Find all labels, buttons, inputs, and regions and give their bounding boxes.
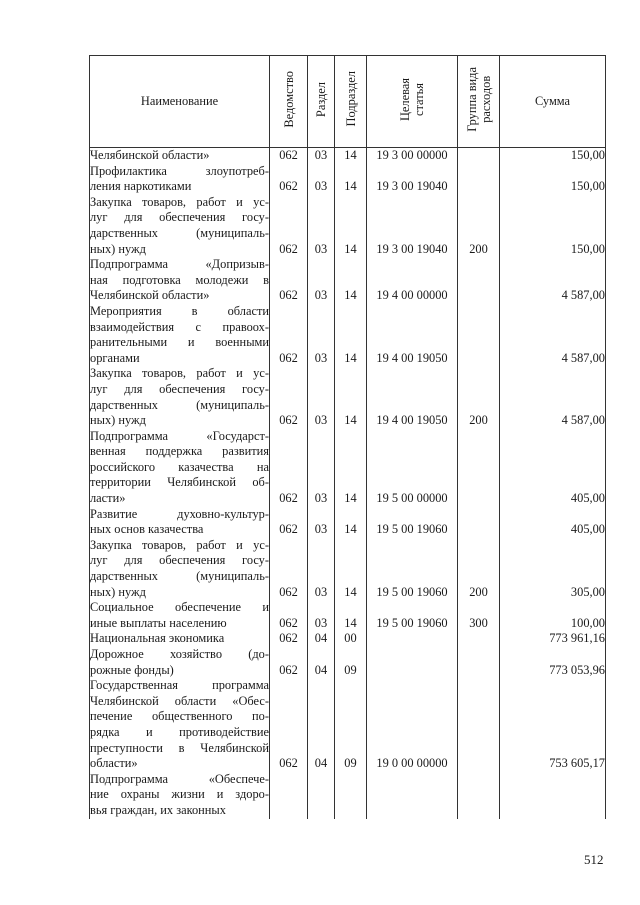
table-row: [90, 366, 606, 428]
cell-celevaya: 19 4 00 19050: [367, 366, 458, 428]
cell-name: [90, 538, 270, 600]
cell-podrazdel: 14: [335, 304, 367, 366]
cell-summa: 405,00: [500, 507, 606, 538]
name-line: российского казачества на: [90, 459, 269, 474]
cell-celevaya: 19 4 00 19050: [367, 304, 458, 366]
header-podrazdel: Подраздел: [335, 56, 367, 148]
cell-podrazdel: 14: [335, 257, 367, 304]
name-line: ных) нужд: [90, 584, 146, 599]
cell-razdel: 03: [308, 148, 335, 164]
table-row: [90, 678, 606, 772]
cell-podrazdel: 09: [335, 647, 367, 678]
cell-gruppa: [458, 678, 500, 772]
cell-summa: 753 605,17: [500, 678, 606, 772]
name-line: Челябинской области «Обес-: [90, 693, 269, 708]
cell-summa: 100,00: [500, 600, 606, 631]
cell-razdel: 04: [308, 631, 335, 647]
header-name: Наименование: [90, 56, 270, 148]
cell-gruppa: [458, 772, 500, 819]
cell-summa: 4 587,00: [500, 366, 606, 428]
cell-razdel: 04: [308, 647, 335, 678]
name-line: ная подготовка молодежи в: [90, 272, 269, 287]
name-line: взаимодействия с правоох-: [90, 319, 269, 334]
table-row: [90, 507, 606, 538]
cell-name: [90, 507, 270, 538]
cell-celevaya: 19 5 00 19060: [367, 538, 458, 600]
name-line: Профилактика злоупотреб-: [90, 163, 269, 178]
cell-razdel: 03: [308, 164, 335, 195]
cell-vedomstvo: 062: [270, 148, 308, 164]
cell-razdel: 03: [308, 195, 335, 257]
cell-vedomstvo: 062: [270, 257, 308, 304]
cell-gruppa: [458, 304, 500, 366]
cell-vedomstvo: 062: [270, 366, 308, 428]
table-row: [90, 164, 606, 195]
cell-vedomstvo: 062: [270, 600, 308, 631]
name-line: Развитие духовно-культур-: [90, 506, 269, 521]
budget-table: [89, 55, 606, 819]
cell-vedomstvo: 062: [270, 164, 308, 195]
name-line: Подпрограмма «Допризыв-: [90, 257, 269, 272]
cell-vedomstvo: 062: [270, 631, 308, 647]
name-line: Подпрограмма «Государст-: [90, 428, 269, 443]
table-row: [90, 600, 606, 631]
name-line: луг для обеспечения госу-: [90, 381, 269, 396]
cell-vedomstvo: 062: [270, 304, 308, 366]
cell-vedomstvo: 062: [270, 507, 308, 538]
cell-celevaya: 19 3 00 19040: [367, 195, 458, 257]
cell-celevaya: 19 5 00 19060: [367, 600, 458, 631]
table-header: [90, 56, 606, 148]
name-line: венная поддержка развития: [90, 444, 269, 459]
cell-summa: 773 961,16: [500, 631, 606, 647]
name-line: Челябинской области»: [90, 148, 210, 162]
table-row: [90, 304, 606, 366]
cell-gruppa: [458, 507, 500, 538]
cell-name: [90, 257, 270, 304]
name-line: Социальное обеспечение и: [90, 600, 269, 615]
table-row: [90, 148, 606, 164]
table-row: [90, 429, 606, 507]
page-number: 512: [584, 852, 604, 867]
cell-name: [90, 631, 270, 647]
cell-razdel: 03: [308, 538, 335, 600]
cell-celevaya: [367, 647, 458, 678]
name-line: ных) нужд: [90, 413, 146, 428]
name-line: Закупка товаров, работ и ус-: [90, 537, 269, 552]
cell-podrazdel: 14: [335, 195, 367, 257]
cell-podrazdel: 14: [335, 507, 367, 538]
cell-name: [90, 429, 270, 507]
cell-celevaya: 19 3 00 00000: [367, 148, 458, 164]
cell-gruppa: [458, 148, 500, 164]
cell-summa: 773 053,96: [500, 647, 606, 678]
cell-razdel: [308, 772, 335, 819]
cell-name: [90, 647, 270, 678]
cell-summa: 150,00: [500, 164, 606, 195]
cell-name: [90, 304, 270, 366]
cell-celevaya: [367, 772, 458, 819]
table-row: [90, 631, 606, 647]
cell-podrazdel: 14: [335, 600, 367, 631]
cell-gruppa: 200: [458, 366, 500, 428]
name-line: Мероприятия в области: [90, 303, 269, 318]
name-line: преступности в Челябинской: [90, 740, 269, 755]
cell-summa: 4 587,00: [500, 304, 606, 366]
name-line: луг для обеспечения госу-: [90, 553, 269, 568]
cell-gruppa: 200: [458, 538, 500, 600]
cell-vedomstvo: 062: [270, 678, 308, 772]
name-line: Национальная экономика: [90, 631, 225, 646]
cell-podrazdel: [335, 772, 367, 819]
cell-name: [90, 366, 270, 428]
header-gruppa: Группа вида расходов: [458, 56, 500, 148]
cell-summa: 150,00: [500, 148, 606, 164]
cell-razdel: 03: [308, 257, 335, 304]
name-line: Дорожное хозяйство (до-: [90, 647, 269, 661]
cell-gruppa: 300: [458, 600, 500, 631]
cell-podrazdel: 14: [335, 429, 367, 507]
name-line: рожные фонды): [90, 662, 174, 677]
cell-summa: 150,00: [500, 195, 606, 257]
cell-razdel: 03: [308, 366, 335, 428]
cell-celevaya: [367, 631, 458, 647]
cell-name: [90, 600, 270, 631]
cell-name: [90, 678, 270, 772]
cell-podrazdel: 14: [335, 538, 367, 600]
name-line: ных) нужд: [90, 241, 146, 256]
cell-summa: [500, 772, 606, 819]
name-line: органами: [90, 350, 140, 365]
cell-vedomstvo: 062: [270, 647, 308, 678]
cell-gruppa: [458, 647, 500, 678]
cell-gruppa: 200: [458, 195, 500, 257]
cell-vedomstvo: 062: [270, 429, 308, 507]
name-line: рядка и противодействие: [90, 724, 269, 739]
name-line: Закупка товаров, работ и ус-: [90, 194, 269, 209]
name-line: ранительными и военными: [90, 335, 269, 350]
cell-podrazdel: 09: [335, 678, 367, 772]
name-line: ласти»: [90, 491, 126, 506]
cell-celevaya: 19 0 00 00000: [367, 678, 458, 772]
table-row: [90, 538, 606, 600]
name-line: Подпрограмма «Обеспече-: [90, 771, 269, 786]
name-line: ние охраны жизни и здоро-: [90, 787, 269, 802]
cell-celevaya: 19 5 00 19060: [367, 507, 458, 538]
name-line: дарственных (муниципаль-: [90, 225, 269, 240]
name-line: области»: [90, 756, 138, 771]
cell-gruppa: [458, 164, 500, 195]
name-line: дарственных (муниципаль-: [90, 397, 269, 412]
cell-vedomstvo: 062: [270, 538, 308, 600]
cell-razdel: 03: [308, 304, 335, 366]
name-line: иные выплаты населению: [90, 615, 227, 630]
table-row: [90, 647, 606, 678]
name-line: луг для обеспечения госу-: [90, 210, 269, 225]
cell-name: [90, 195, 270, 257]
name-line: Челябинской области»: [90, 288, 210, 303]
name-line: ления наркотиками: [90, 179, 192, 194]
cell-razdel: 03: [308, 429, 335, 507]
header-razdel: Раздел: [308, 56, 335, 148]
name-line: ных основ казачества: [90, 522, 204, 537]
name-line: вья граждан, их законных: [90, 802, 226, 817]
cell-celevaya: 19 3 00 19040: [367, 164, 458, 195]
cell-vedomstvo: [270, 772, 308, 819]
cell-celevaya: 19 5 00 00000: [367, 429, 458, 507]
name-line: территории Челябинской об-: [90, 475, 269, 490]
header-vedomstvo: Ведомство: [270, 56, 308, 148]
cell-gruppa: [458, 257, 500, 304]
table-row: [90, 257, 606, 304]
table-body: [90, 148, 606, 819]
table-row: [90, 772, 606, 819]
name-line: Государственная программа: [90, 678, 269, 693]
cell-razdel: 03: [308, 507, 335, 538]
cell-gruppa: [458, 429, 500, 507]
cell-podrazdel: 14: [335, 366, 367, 428]
header-celevaya: Целевая статья: [367, 56, 458, 148]
cell-name: [90, 148, 270, 164]
header-summa: Сумма: [500, 56, 606, 148]
cell-razdel: 03: [308, 600, 335, 631]
cell-name: [90, 772, 270, 819]
cell-summa: 305,00: [500, 538, 606, 600]
table-row: [90, 195, 606, 257]
cell-razdel: 04: [308, 678, 335, 772]
cell-vedomstvo: 062: [270, 195, 308, 257]
cell-podrazdel: 14: [335, 164, 367, 195]
cell-summa: 405,00: [500, 429, 606, 507]
name-line: дарственных (муниципаль-: [90, 569, 269, 584]
cell-podrazdel: 14: [335, 148, 367, 164]
cell-celevaya: 19 4 00 00000: [367, 257, 458, 304]
cell-podrazdel: 00: [335, 631, 367, 647]
cell-summa: 4 587,00: [500, 257, 606, 304]
name-line: печение общественного по-: [90, 709, 269, 724]
cell-name: [90, 164, 270, 195]
cell-gruppa: [458, 631, 500, 647]
name-line: Закупка товаров, работ и ус-: [90, 366, 269, 381]
